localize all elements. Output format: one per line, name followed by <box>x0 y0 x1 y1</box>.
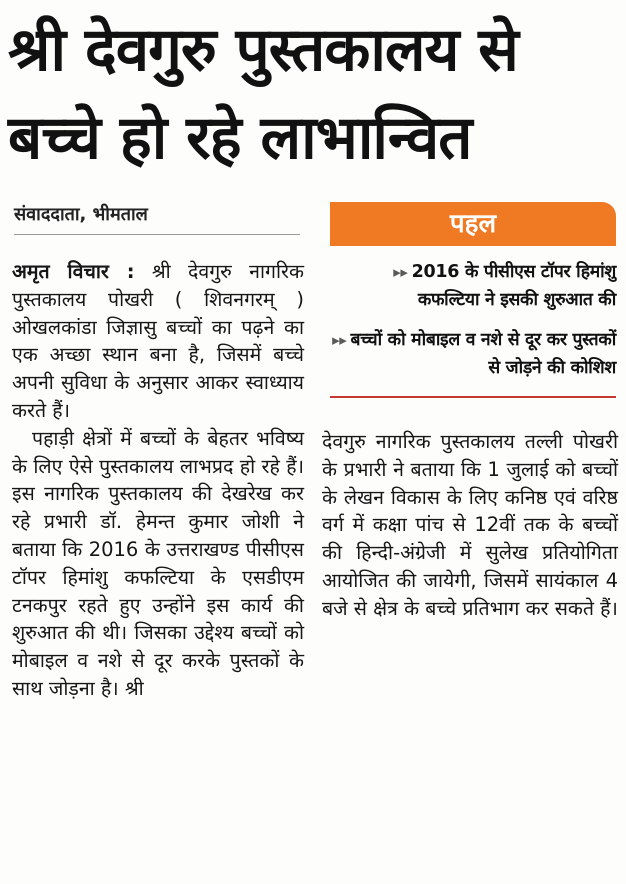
highlight-box <box>330 202 616 398</box>
headline-line-1: श्री देवगुरु पुस्तकालय से <box>8 15 518 85</box>
byline: संवाददाता, भीमताल <box>14 202 300 235</box>
article-paragraph-1 <box>12 258 304 425</box>
article-paragraph-2: पहाड़ी क्षेत्रों में बच्चों के बेहतर भविष्य के लिए ऐसे पुस्तकालय लाभप्रद हो रहे हैं। इस नागरिक पुस्तकालय की देखरेख कर रहे प्रभारी डॉ. हेमन्त कुमार जोशी ने बताया कि 2016 के उत्तराखण्ड पीसीएस टॉपर हिमांशु कफल्टिया के एसडीएम टनकपुर रहते हुए उन्होंने इस कार्य की शुरुआत की थी। जिसका उद्देश्य बच्चों को मोबाइल व नशे से दूर करके पुस्तकों के साथ जोड़ना है। श्री <box>12 426 304 700</box>
article-column-left <box>12 258 304 703</box>
highlight-item-text: बच्चों को मोबाइल व नशे से दूर कर पुस्तकों से जोड़ने की कोशिश <box>350 330 616 378</box>
article-paragraph-3: देवगुरु नागरिक पुस्तकालय तल्ली पोखरी के प्रभारी ने बताया कि 1 जुलाई को बच्चों के लेखन विकास के लिए कनिष्ठ एवं वरिष्ठ वर्ग में कक्षा पांच से 12वीं तक के बच्चों की हिन्दी-अंग्रेजी में सुलेख प्रतियोगिता आयोजित की जायेगी, जिसमें सायंकाल 4 बजे से क्षेत्र के बच्चे प्रतिभाग कर सकते हैं। <box>322 430 618 620</box>
highlight-divider <box>330 396 616 398</box>
article-paragraph-1-text: श्री देवगुरु नागरिक पुस्तकालय पोखरी ( शिवनगरम् ) ओखलकांडा जिज्ञासु बच्चों का पढ़ने का एक अच्छा स्थान बना है, जिसमें बच्चे अपनी सुविधा के अनुसार आकर स्वाध्याय करते हैं। <box>12 260 304 422</box>
headline-line-2: बच्चे हो रहे लाभान्वित <box>8 103 472 173</box>
double-chevron-icon: ▸▸ <box>393 263 408 281</box>
article-lead: अमृत विचार : <box>12 260 135 283</box>
double-chevron-icon: ▸▸ <box>332 331 347 349</box>
article-column-right <box>322 428 618 623</box>
highlight-item <box>330 258 616 314</box>
headline <box>8 6 620 182</box>
highlight-item <box>330 326 616 382</box>
highlight-item-text: 2016 के पीसीएस टॉपर हिमांशु कफल्टिया ने इसकी शुरुआत की <box>411 262 616 310</box>
highlight-tag: पहल <box>330 202 616 246</box>
